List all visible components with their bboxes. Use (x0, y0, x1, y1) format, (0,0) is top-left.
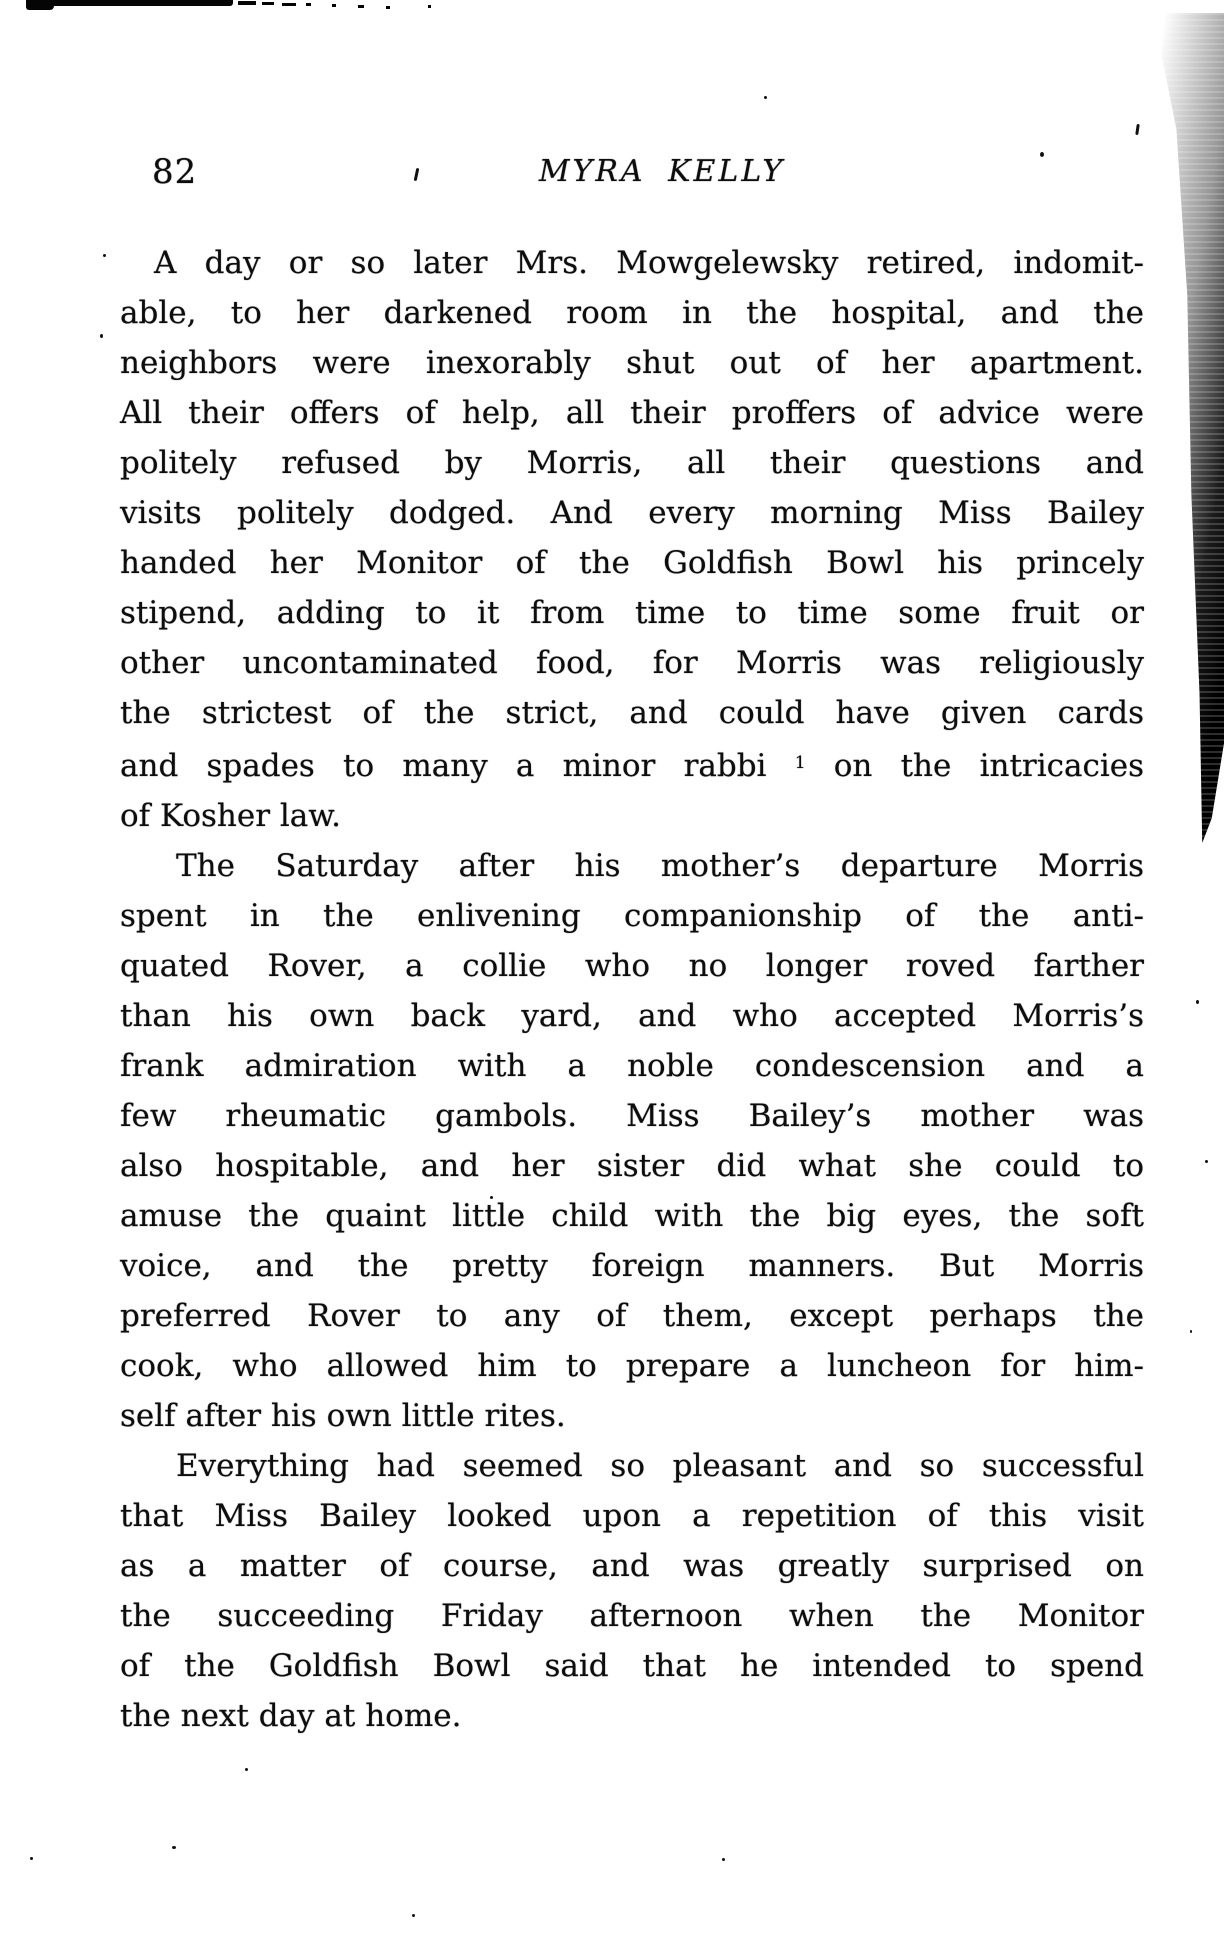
scan-speck (332, 4, 336, 7)
text-line: the next day at home. (120, 1698, 462, 1734)
scan-speck (1205, 1160, 1208, 1163)
scan-speck (103, 254, 106, 257)
scan-speck (428, 5, 431, 8)
text-line: spent in the enlivening companionship of the anti- (120, 898, 1144, 934)
scan-smudge (238, 1, 256, 5)
text-line: A day or so later Mrs. Mowgelewsky retired, indomit- (154, 245, 1144, 281)
text-line: preferred Rover to any of them, except perhaps the (120, 1298, 1144, 1334)
paragraph (120, 841, 1144, 1441)
scan-speck (358, 5, 364, 8)
text-line: neighbors were inexorably shut out of her apartment. (120, 345, 1144, 381)
scan-speck (412, 1914, 415, 1917)
scan-speck (764, 96, 767, 99)
text-line: able, to her darkened room in the hospital, and the (120, 295, 1144, 331)
text-line: other uncontaminated food, for Morris was religiously (120, 645, 1144, 681)
text-line: quated Rover, a collie who no longer roved farther (120, 948, 1144, 984)
text-segment: on the intricacies (833, 748, 1145, 784)
scan-speck (245, 1768, 248, 1771)
scan-smudge (28, 0, 233, 6)
text-segment: and spades to many a minor rabbi (120, 748, 767, 784)
scan-gutter-shadow (1156, 13, 1224, 843)
text-line: The Saturday after his mother’s departure Morris (176, 848, 1144, 884)
paragraph (120, 1441, 1144, 1741)
page-number: 82 (152, 152, 198, 192)
text-line (120, 738, 1144, 791)
text-line: politely refused by Morris, all their questions and (120, 445, 1144, 481)
scan-smudge (282, 3, 296, 6)
body-text-column (120, 238, 1144, 1741)
text-line: of Kosher law. (120, 798, 341, 834)
footnote-marker: 1 (794, 753, 806, 773)
scan-speck (722, 1858, 725, 1861)
scan-speck (306, 3, 311, 6)
scan-speck (100, 334, 103, 338)
text-line: also hospitable, and her sister did what she could to (120, 1148, 1144, 1184)
page-title: MYRA KELLY (538, 154, 786, 189)
text-line: stipend, adding to it from time to time some fruit or (120, 595, 1144, 631)
text-line: that Miss Bailey looked upon a repetition of this visit (120, 1498, 1144, 1534)
text-line: the strictest of the strict, and could have given cards (120, 695, 1144, 731)
text-line: few rheumatic gambols. Miss Bailey’s mother was (120, 1098, 1144, 1134)
scan-speck (1190, 1330, 1192, 1333)
scan-speck (386, 6, 390, 9)
text-line: than his own back yard, and who accepted Morris’s (120, 998, 1144, 1034)
paragraph (120, 238, 1144, 841)
running-head (120, 150, 1144, 194)
scan-speck (172, 1846, 176, 1849)
text-line: Everything had seemed so pleasant and so successful (176, 1448, 1144, 1484)
scan-speck (1135, 124, 1140, 135)
text-line: visits politely dodged. And every morning Miss Bailey (120, 495, 1144, 531)
text-line: as a matter of course, and was greatly surprised on (120, 1548, 1144, 1584)
text-line: frank admiration with a noble condescension and a (120, 1048, 1144, 1084)
text-line: amuse the quaint little child with the big eyes, the soft (120, 1198, 1144, 1234)
text-line: of the Goldfish Bowl said that he intended to spend (120, 1648, 1144, 1684)
text-line: the succeeding Friday afternoon when the Monitor (120, 1598, 1144, 1634)
text-line: voice, and the pretty foreign manners. But Morris (120, 1248, 1144, 1284)
scan-speck (1196, 1000, 1199, 1004)
scan-smudge (262, 2, 274, 5)
text-line: cook, who allowed him to prepare a luncheon for him- (120, 1348, 1144, 1384)
scan-speck (30, 1857, 33, 1860)
text-line: All their offers of help, all their proffers of advice were (120, 395, 1144, 431)
text-line: handed her Monitor of the Goldfish Bowl his princely (120, 545, 1144, 581)
text-line: self after his own little rites. (120, 1398, 566, 1434)
